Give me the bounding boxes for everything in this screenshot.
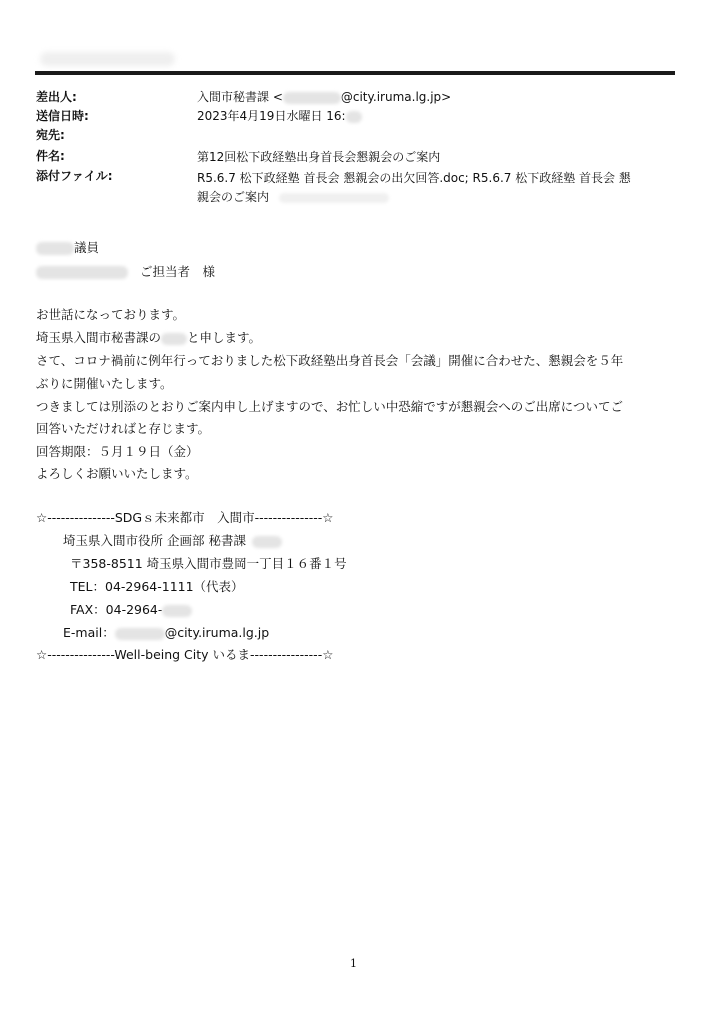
email-domain: @city.iruma.lg.jp [164,625,270,640]
to-label: 宛先: [36,128,65,142]
redacted-time [346,111,362,123]
attachments-line-1: R5.6.7 松下政経塾 首長会 懇親会の出欠回答.doc; R5.6.7 松下政経塾 首長会 懇 [197,171,631,185]
redacted-fax-ext [162,605,192,617]
salutation-line-2 [36,263,215,281]
body-line-6: 回答いただければと存じます。 [36,421,211,436]
signature-tel: TEL：04-2964-1111（代表） [70,579,244,594]
salutation-addressee: ご担当者 様 [140,264,216,279]
salutation-title: 議員 [74,240,100,255]
signature-address: 〒358-8511 埼玉県入間市豊岡一丁目１６番１号 [70,556,347,571]
redacted-email-user [283,92,341,104]
redacted-email-user [115,628,165,640]
subject-value: 第12回松下政経塾出身首長会懇親会のご案内 [197,150,441,164]
body-line-8: よろしくお願いいたします。 [36,466,198,481]
from-domain: @city.iruma.lg.jp> [340,90,452,104]
body-line-4: ぶりに開催いたします。 [36,376,173,391]
sender-intro: 埼玉県入間市秘書課の [36,330,162,345]
signature-bottom-border: ☆---------------Well-being City いるま----------------☆ [36,647,334,662]
redacted-recipient-office [36,266,128,279]
redacted-attachment-remainder [279,193,389,203]
body-line-3: さて、コロナ禍前に例年行っておりました松下政経塾出身首長会「会議」開催に合わせた、懇親会を５年 [36,353,624,368]
signature-office-text: 埼玉県入間市役所 企画部 秘書課 [63,533,246,548]
signature-fax-text: FAX：04-2964- [70,602,163,617]
body-line-1: お世話になっております。 [36,307,186,322]
redacted-print-header [40,52,175,66]
redacted-recipient-name [36,242,74,255]
redacted-staff-name [252,536,282,548]
header-rule [35,71,675,75]
sent-value [197,107,362,125]
redacted-sender-name [161,333,187,345]
from-label: 差出人: [36,90,77,104]
body-line-2 [36,329,261,347]
signature-top-border: ☆---------------SDGｓ未来都市 入間市---------------☆ [36,510,334,525]
signature-email [63,624,269,642]
salutation-line-1 [36,239,99,257]
attachments-line-2 [197,188,389,206]
from-value [197,88,451,106]
body-line-7: 回答期限：５月１９日（金） [36,444,199,459]
sent-label: 送信日時: [36,109,89,123]
signature-fax [70,601,192,619]
subject-label: 件名: [36,149,65,163]
attachment-name-end: 親会のご案内 [197,190,270,204]
page-number: 1 [350,957,357,970]
email-label: E-mail： [63,625,115,640]
sender-intro-end: と申します。 [187,330,262,345]
sent-date: 2023年4月19日水曜日 16: [197,109,346,123]
body-line-5: つきましては別添のとおりご案内申し上げますので、お忙しい中恐縮ですが懇親会へのご出席についてご [36,399,624,414]
from-name: 入間市秘書課 < [197,90,283,104]
signature-office [63,532,282,550]
attachments-label: 添付ファイル: [36,169,113,183]
